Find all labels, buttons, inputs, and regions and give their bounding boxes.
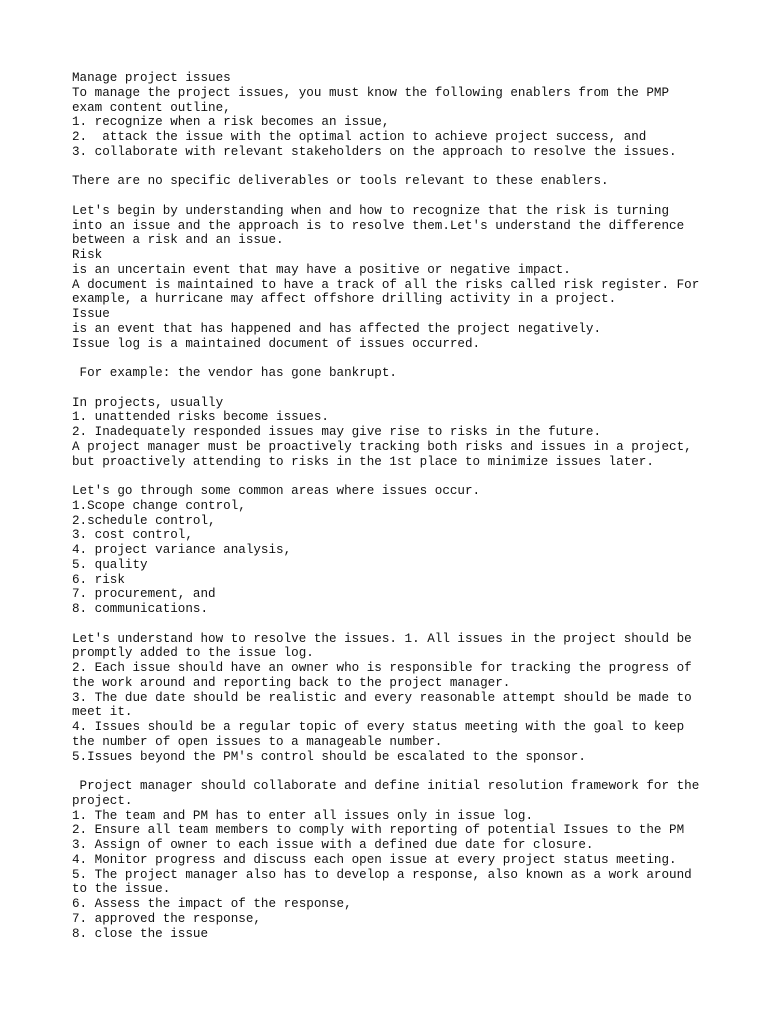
text-line: 6. risk	[72, 572, 125, 587]
blank-line	[72, 351, 702, 366]
blank-line	[72, 469, 702, 484]
text-line: A project manager must be proactively tracking both risks and issues in a project,	[72, 439, 692, 454]
blank-line	[72, 617, 702, 632]
text-line: 7. procurement, and	[72, 587, 216, 602]
text-line: 8. communications.	[72, 602, 209, 616]
text-line: Issue log is a maintained document of issues occurred.	[72, 336, 481, 351]
text-line: 1. The team and PM has to enter all issues only in issue log.	[72, 808, 534, 823]
blank-line	[72, 160, 702, 175]
text-line: is an uncertain event that may have a positive or negative impact.	[72, 262, 571, 277]
text-line: is an event that has happened and has affected the project negatively.	[72, 321, 602, 336]
text-line: 1. recognize when a risk becomes an issue,	[72, 115, 390, 130]
text-line: Let's understand how to resolve the issues. 1. All issues in the project should be	[72, 631, 692, 646]
text-line: 3. cost control,	[72, 528, 193, 543]
text-line: but proactively attending to risks in the 1st place to minimize issues later.	[72, 454, 654, 469]
text-line: A document is maintained to have a track of all the risks called risk register. For	[72, 277, 700, 292]
text-line: There are no specific deliverables or tools relevant to these enablers.	[72, 174, 609, 189]
text-line: meet it.	[72, 705, 133, 720]
text-line: For example: the vendor has gone bankrupt.	[72, 366, 397, 380]
text-line: Project manager should collaborate and define initial resolution framework for the	[72, 779, 700, 793]
text-line: To manage the project issues, you must know the following enablers from the PMP	[72, 85, 670, 100]
text-line: Issue	[72, 307, 110, 321]
text-line: 2. Inadequately responded issues may give rise to risks in the future.	[72, 425, 602, 439]
text-line: 3. collaborate with relevant stakeholders on the approach to resolve the issues.	[72, 144, 677, 159]
text-line: 2.schedule control,	[72, 513, 216, 528]
blank-line	[72, 764, 702, 779]
text-line: In projects, usually	[72, 395, 224, 410]
text-line: 5. quality	[72, 557, 148, 572]
text-line: 5. The project manager also has to develop a response, also known as a work around	[72, 867, 692, 882]
text-line: 7. approved the response,	[72, 911, 261, 926]
text-line: 1. unattended risks become issues.	[72, 410, 329, 425]
text-line: 6. Assess the impact of the response,	[72, 897, 352, 911]
text-line: project.	[72, 793, 133, 808]
text-line: 4. Monitor progress and discuss each open issue at every project status meeting.	[72, 852, 677, 867]
text-line: 8. close the issue	[72, 926, 209, 941]
text-line: 3. The due date should be realistic and every reasonable attempt should be made to	[72, 690, 692, 705]
text-line: example, a hurricane may affect offshore drilling activity in a project.	[72, 292, 617, 307]
text-line: between a risk and an issue.	[72, 233, 284, 248]
document-body	[72, 71, 702, 941]
text-line: 2. attack the issue with the optimal action to achieve project success, and	[72, 130, 647, 144]
text-line: 4. project variance analysis,	[72, 543, 292, 557]
blank-line	[72, 189, 702, 204]
text-line: exam content outline,	[72, 100, 231, 115]
text-line: promptly added to the issue log.	[72, 646, 314, 661]
text-line: to the issue.	[72, 882, 171, 897]
text-line: 2. Each issue should have an owner who is responsible for tracking the progress of	[72, 661, 692, 675]
text-line: 2. Ensure all team members to comply with reporting of potential Issues to the PM	[72, 823, 685, 838]
text-line: 1.Scope change control,	[72, 498, 246, 513]
text-line: Risk	[72, 248, 103, 262]
text-line: the number of open issues to a manageable number.	[72, 734, 443, 749]
text-line: 3. Assign of owner to each issue with a defined due date for closure.	[72, 838, 594, 852]
text-line: the work around and reporting back to the project manager.	[72, 675, 511, 690]
text-line: Manage project issues	[72, 71, 231, 85]
text-line: 5.Issues beyond the PM's control should be escalated to the sponsor.	[72, 749, 586, 764]
text-line: Let's begin by understanding when and how to recognize that the risk is turning	[72, 203, 670, 218]
text-line: Let's go through some common areas where issues occur.	[72, 484, 481, 498]
blank-line	[72, 381, 702, 396]
text-line: 4. Issues should be a regular topic of every status meeting with the goal to keep	[72, 720, 685, 734]
text-line: into an issue and the approach is to resolve them.Let's understand the difference	[72, 218, 685, 233]
